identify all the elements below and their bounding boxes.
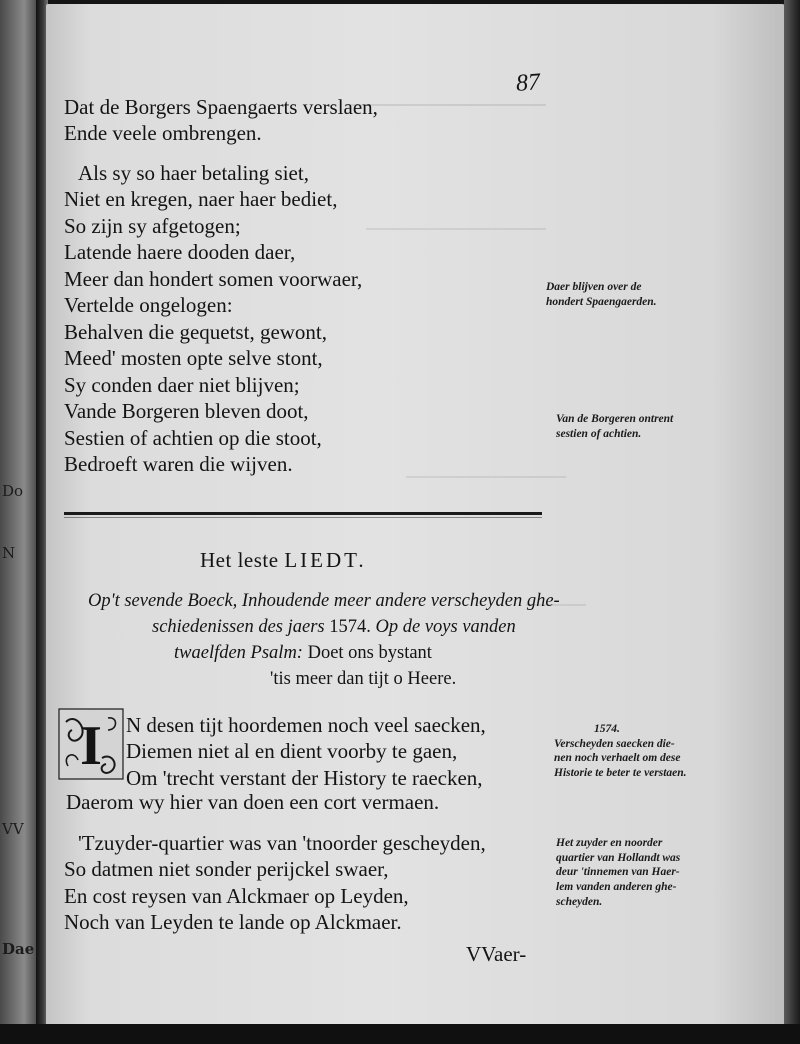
margin-note-line: Verscheyden saecken die- xyxy=(554,737,675,750)
song-heading-year: 1574. xyxy=(329,617,371,637)
page-edge-bottom xyxy=(0,1024,800,1044)
song-title-prefix: Het leste xyxy=(200,548,279,572)
verse-line: N desen tijt hoordemen noch veel saecken, xyxy=(126,713,486,737)
margin-note-line: hondert Spaengaerden. xyxy=(546,295,657,308)
verse-line: Latende haere dooden daer, xyxy=(64,240,296,265)
song-heading-tune: Doet ons bystant xyxy=(307,643,432,663)
margin-note-line: scheyden. xyxy=(556,895,603,908)
verse-line: Dat de Borgers Spaengaerts verslaen, xyxy=(64,95,378,119)
verse-line: 'Tzuyder-quartier was van 'tnoorder gescheyden, xyxy=(78,831,486,855)
facing-page-fragment: VV xyxy=(2,820,24,838)
facing-page-fragment: Dae xyxy=(2,940,35,958)
stanza-3-end xyxy=(66,789,439,815)
song-heading-tune: 'tis meer dan tijt o Heere. xyxy=(270,669,457,689)
verse-line: Sy conden daer niet blijven; xyxy=(64,372,300,397)
stanza-4 xyxy=(64,830,486,936)
section-rule xyxy=(64,512,542,515)
margin-note-3 xyxy=(554,722,687,781)
facing-page-fragment: Do xyxy=(2,482,24,500)
verse-line: Daerom wy hier van doen een cort vermaen. xyxy=(66,790,440,814)
stanza-2 xyxy=(64,160,362,477)
stanza-1 xyxy=(64,94,378,147)
facing-page-fragment: N xyxy=(2,544,16,562)
verse-line: Bedroeft waren die wijven. xyxy=(64,451,293,476)
verse-line: Niet en kregen, naer haer bediet, xyxy=(64,187,338,212)
margin-note-line: quartier van Hollandt was xyxy=(556,851,681,864)
verse-line: Noch van Leyden te lande op Alckmaer. xyxy=(64,910,402,935)
margin-note-4 xyxy=(556,836,680,910)
margin-note-line: Van de Borgeren ontrent xyxy=(556,413,674,425)
song-title-word: LIEDT. xyxy=(284,548,367,572)
margin-note-1 xyxy=(546,280,657,309)
verse-line: Als sy so haer betaling siet, xyxy=(78,161,309,185)
margin-note-line: Het zuyder en noorder xyxy=(556,837,663,849)
bleed-through-texture xyxy=(366,228,546,230)
song-heading-line-2 xyxy=(152,618,516,637)
verse-line: Vande Borgeren bleven doot, xyxy=(64,399,309,424)
drop-cap-letter: I xyxy=(80,715,102,777)
verse-line: Vertelde ongelogen: xyxy=(64,293,233,318)
stanza-3-start xyxy=(126,712,486,791)
page-number: 87 xyxy=(515,69,541,97)
verse-line: Ende veele ombrengen. xyxy=(64,121,262,146)
margin-note-line: sestien of achtien. xyxy=(556,427,642,440)
decorated-initial xyxy=(58,708,124,780)
decorated-initial-ornament xyxy=(58,708,124,780)
catchword: VVaer- xyxy=(466,942,527,966)
bleed-through-texture xyxy=(406,476,566,478)
song-heading-line-1: Op't sevende Boeck, Inhoudende meer andere verscheyden ghe- xyxy=(88,591,560,611)
verse-line: So zijn sy afgetogen; xyxy=(64,213,241,238)
verse-line: En cost reysen van Alckmaer op Leyden, xyxy=(64,883,409,908)
song-heading-line-3 xyxy=(174,644,432,663)
margin-note-line: nen noch verhaelt om dese xyxy=(554,752,681,765)
song-heading-text: twaelfden Psalm: xyxy=(174,643,303,663)
margin-note-line: 1574. xyxy=(594,723,620,735)
verse-line: Meer dan hondert somen voorwaer, xyxy=(64,266,363,291)
margin-note-line: lem vanden anderen ghe- xyxy=(556,881,677,894)
margin-note-line: Daer blijven over de xyxy=(546,281,642,293)
song-heading-line-4 xyxy=(270,670,456,689)
margin-note-line: deur 'tinnemen van Haer- xyxy=(556,866,680,879)
song-title xyxy=(200,548,367,573)
verse-line: Meed' mosten opte selve stont, xyxy=(64,346,323,371)
margin-note-line: Historie te beter te verstaen. xyxy=(554,767,687,780)
verse-line: Sestien of achtien op die stoot, xyxy=(64,425,322,450)
page-edge-right xyxy=(784,0,800,1044)
verse-line: Behalven die gequetst, gewont, xyxy=(64,319,328,344)
verse-line: Om 'trecht verstant der History te raecken, xyxy=(126,765,483,790)
song-heading-text: schiedenissen des jaers xyxy=(152,617,325,637)
verse-line: So datmen niet sonder perijckel swaer, xyxy=(64,857,389,882)
verse-line: Diemen niet al en dient voorby te gaen, xyxy=(126,739,458,764)
song-heading-text: Op de voys vanden xyxy=(375,617,516,637)
margin-note-2 xyxy=(556,412,673,441)
